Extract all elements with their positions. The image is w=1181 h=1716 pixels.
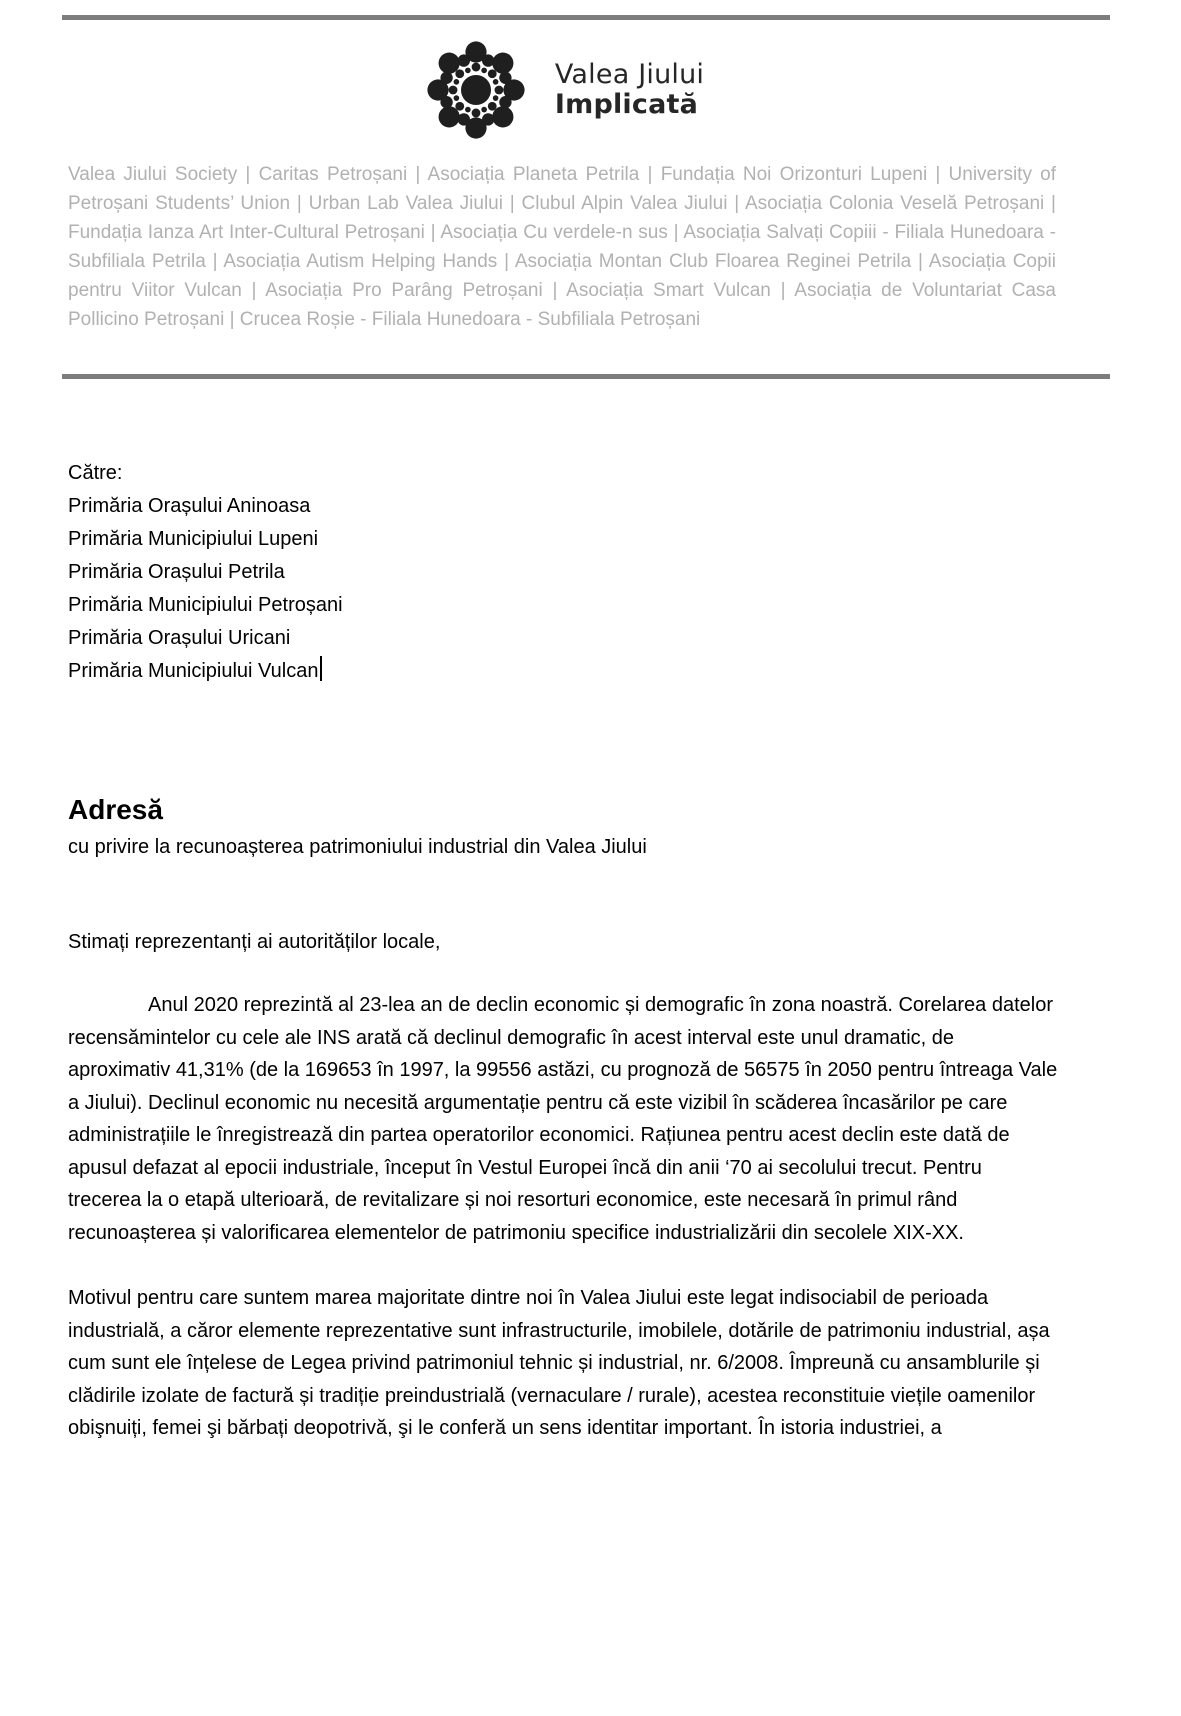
recipient-line: Primăria Orașului Uricani (68, 627, 291, 649)
recipients-block (68, 457, 1058, 688)
document-editing-area[interactable] (0, 457, 1181, 1445)
letter-subtitle: cu privire la recunoașterea patrimoniului industrial din Valea Jiului (68, 836, 647, 858)
salutation: Stimați reprezentanți ai autorităților locale, (68, 931, 441, 953)
recipient-line: Primăria Orașului Aninoasa (68, 495, 311, 517)
header-divider (62, 374, 1110, 379)
recipient-line (68, 655, 1058, 688)
logo-wordmark (555, 60, 704, 120)
text-cursor (320, 656, 322, 681)
logo (0, 36, 1154, 144)
recipient-line: Primăria Municipiului Lupeni (68, 528, 319, 550)
recipient-line: Primăria Municipiului Petroșani (68, 594, 343, 616)
document-page (0, 15, 1181, 1445)
logo-name: Valea Jiului (554, 58, 705, 90)
valea-jiului-logo-icon (423, 37, 529, 143)
top-divider (62, 15, 1110, 20)
recipients-label: Către: (68, 462, 123, 484)
body-paragraph-2: Motivul pentru care suntem marea majoritate dintre noi în Valea Jiului este legat indisociabil de perioada industrială, a căror elemente reprezentative sunt infrastructurile, imobilele, dotările de patrimoniu industrial, așa cum sunt ele înțelese de Legea privind patrimoniul tehnic și industrial, nr. 6/2008. Împreună cu ansamblurile și clădirile izolate de factură și tradiție preindustrială (vernaculare / rurale), acestea reconstituie viețile oamenilor obişnuiți, femei şi bărbați deopotrivă, şi le conferă un sens identitar important. În istoria industriei, a (68, 1287, 1050, 1439)
letter-title: Adresă (68, 794, 163, 825)
logo-tagline: Implicată (554, 89, 699, 120)
recipient-text: Primăria Municipiului Vulcan (68, 660, 319, 682)
body-paragraph-1: Anul 2020 reprezintă al 23-lea an de declin economic și demografic în zona noastră. Corelarea datelor recensămintelor cu cele ale INS arată că declinul demografic în acest interval este unul dramatic, de aproximativ 41,31% (de la 169653 în 1997, la 99556 astăzi, cu prognoză de 56575 în 2050 pentru întreaga Vale a Jiului). Declinul economic nu necesită argumentație pentru că este vizibil în scăderea încasărilor pe care administrațiile le înregistrează din partea operatorilor economici. Rațiunea pentru acest declin este dată de apusul defazat al epocii industriale, început în Vestul Europei încă din anii ‘70 ai secolului trecut. Pentru trecerea la o etapă ulterioară, de revitalizare și noi resorturi economice, este necesară în primul rând recunoașterea și valorificarea elementelor de patrimoniu specifice industrializării din secolele XIX-XX. (68, 994, 1058, 1244)
recipient-line: Primăria Orașului Petrila (68, 561, 285, 583)
member-organizations-list: Valea Jiului Society | Caritas Petroșani | Asociația Planeta Petrila | Fundația Noi Orizonturi Lupeni | University of Petroșani Students’ Union | Urban Lab Valea Jiului | Clubul Alpin Valea Jiului | Asociația Colonia Veselă Petroșani | Fundația Ianza Art Inter-Cultural Petroșani | Asociația Cu verdele-n sus | Asociația Salvați Copiii - Filiala Hunedoara - Subfiliala Petrila | Asociația Autism Helping Hands | Asociația Montan Club Floarea Reginei Petrila | Asociația Copii pentru Viitor Vulcan | Asociația Pro Parâng Petroșani | Asociația Smart Vulcan | Asociația de Voluntariat Casa Pollicino Petroșani | Crucea Roșie - Filiala Hunedoara - Subfiliala Petroșani (68, 164, 1056, 330)
